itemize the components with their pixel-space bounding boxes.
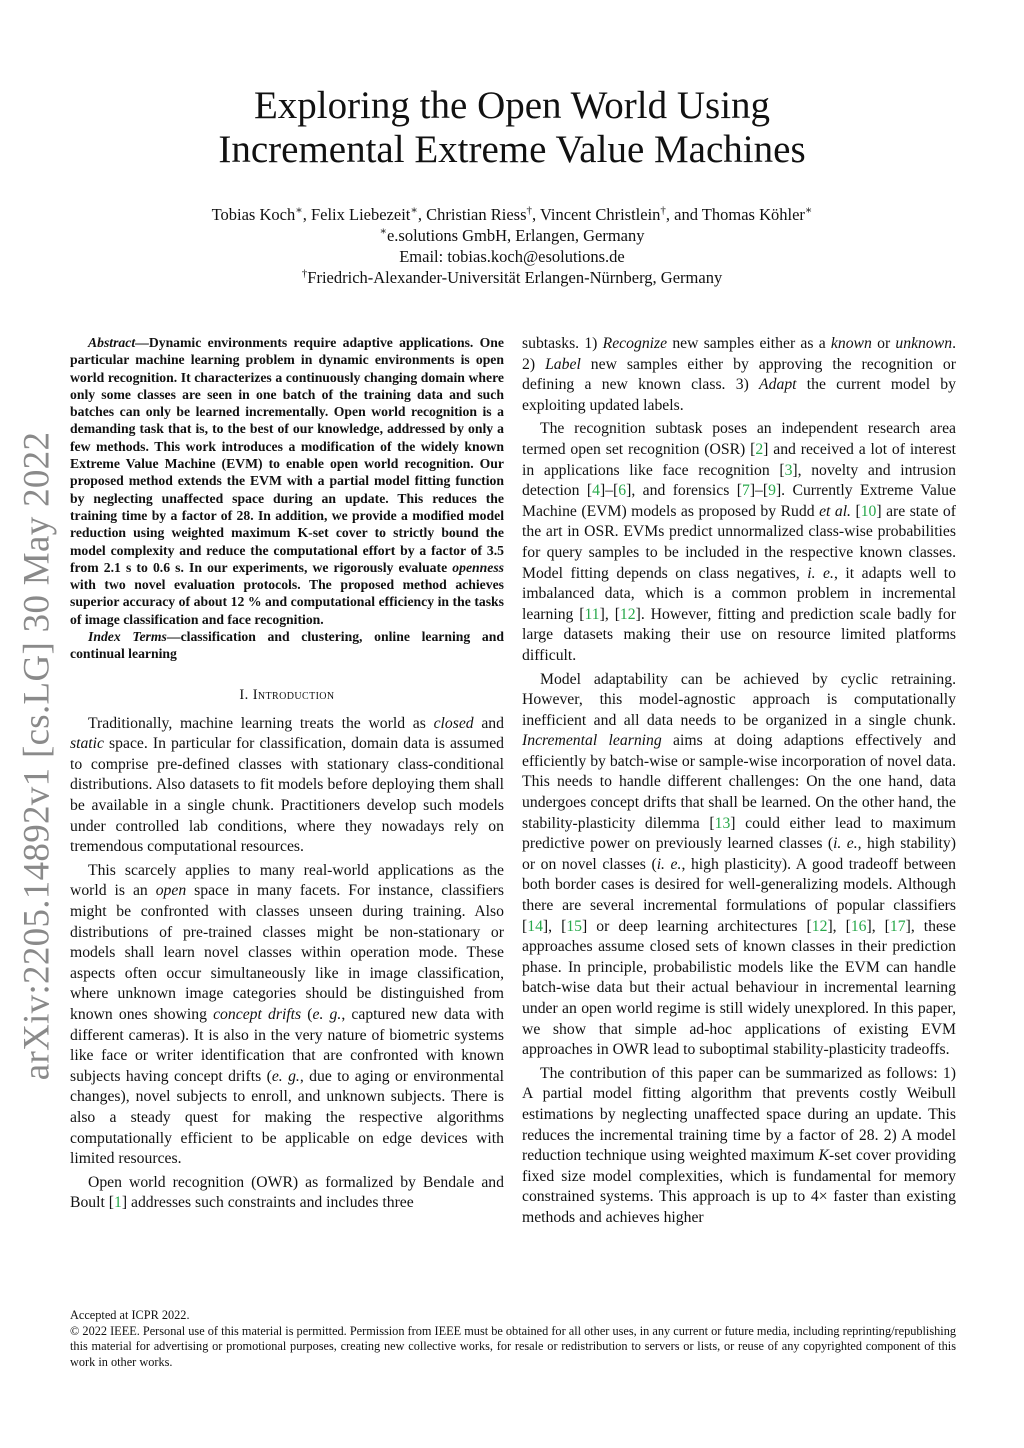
copyright-footer (70, 1308, 956, 1370)
affiliation-mark: ∗ (379, 225, 387, 238)
body-paragraph: Model adaptability can be achieved by cyclic retraining. However, this model-agnostic approach is computationally inefficient and all data needs to be organized in a single chunk. Incremental learning aims at doing adaptions effectively and efficiently by batch-wise or sample-wise incorporation of novel data. This needs to handle different challenges: On the one hand, data undergoes concept drifts that shall be learned. On the other hand, the stability-plasticity dilemma [13] could either lead to maximum predictive power on previously learned classes (i. e., high stability) or on novel classes (i. e., high plasticity). A good tradeoff between both border cases is desired for well-generalizing models. Although there are several incremental formulations of popular classifiers [14], [15] or deep learning architectures [12], [16], [17], these approaches assume closed sets of known classes in their prediction phase. In principle, probabilistic models like the EVM can handle batch-wise data but their actual behaviour in incremental learning under an open world regime is still widely unexplored. In this paper, we show that simple ad-hoc applications of existing EVM approaches in OWR lead to suboptimal stability-plasticity tradeoffs. (522, 670, 956, 1059)
section-heading: I. Introduction (239, 686, 335, 703)
title-line-1: Exploring the Open World Using (253, 84, 771, 127)
index-terms: Index Terms—classification and clustering, online learning and continual learning (70, 629, 504, 662)
author-email: Email: tobias.koch@esolutions.de (399, 247, 625, 266)
left-body-text (70, 714, 504, 1214)
author-name: , and Thomas Köhler (665, 205, 805, 224)
abstract-paragraph: Abstract—Dynamic environments require adaptive applications. One particular machine learning problem in dynamic environments is open world recognition. It characterizes a continuously changing domain where only some classes are seen in one batch of the training data and such batches can only be learned incrementally. Open world recognition is a demanding task that is, to the best of our knowledge, addressed by only a few methods. This work introduces a modification of the widely known Extreme Value Machine (EVM) to enable open world recognition. Our proposed method extends the EVM with a partial model fitting function by neglecting unaffected space during an update. This reduces the training time by a factor of 28. In addition, we provide a modified model reduction using weighted maximum K-set cover to strictly bound the model complexity and reduce the computational effort by a factor of 3.5 from 2.1 s to 0.6 s. In our experiments, we rigorously evaluate openness with two novel evaluation protocols. The proposed method achieves superior accuracy of about 12 % and computational efficiency in the tasks of image classification and face recognition. (70, 335, 504, 627)
author-list (80, 204, 944, 225)
affiliation-mark: ∗ (295, 204, 303, 217)
body-paragraph: subtasks. 1) Recognize new samples either as a known or unknown. 2) Label new samples either by approving the recognition or defining a new known class. 3) Adapt the current model by exploiting updated labels. (522, 335, 957, 414)
abstract (70, 334, 504, 663)
citation-link[interactable]: 7 (741, 482, 750, 500)
body-paragraph: This scarcely applies to many real-world applications as the world is an open space in many facets. For instance, classifiers might be confronted with classes unseen during training. Also distributions of pre-trained classes might be non-stationary or models shall learn novel classes within operation mode. These aspects often occur simultaneously like in image classification, where unknown image categories should be distinguished from known ones showing concept drifts (e. g., captured new data with different cameras). It is also in the very nature of biometric systems like face or writer identification that are confronted with known subjects having concept drifts (e. g., due to aging or environmental changes), novel subjects to enroll, and unknown subjects. There is also a steady quest for making the respective algorithms computationally efficient to be applicable on edge devices with limited resources. (70, 861, 504, 1168)
citation-link[interactable]: 12 (619, 605, 636, 623)
title-line-2: Incremental Extreme Value Machines (218, 128, 806, 171)
author-name: , Vincent Christlein (532, 205, 661, 224)
author-name: , Felix Liebezeit (302, 205, 411, 224)
copyright-notice: © 2022 IEEE. Personal use of this material is permitted. Permission from IEEE must be obtained for all other uses, in any current or future media, including reprinting/republishing this material for advertising or promotional purposes, creating new collective works, for resale or redistribution to servers or lists, or reuse of any copyrighted component of this work in other works. (70, 1323, 956, 1369)
citation-link[interactable]: 17 (889, 917, 906, 935)
citation-link[interactable]: 6 (618, 482, 627, 500)
body-paragraph: Traditionally, machine learning treats the world as closed and static space. In particular for classification, domain data is assumed to comprise pre-defined classes with stationary class-conditional distributions. Also datasets to fit models before deploying them shall be available in a single chunk. Practitioners develop such models under controlled lab conditions, where they nowadays rely on tremendous computational resources. (70, 714, 504, 856)
affiliation-mark: ∗ (410, 204, 418, 217)
right-column (522, 334, 956, 1232)
author-block (80, 204, 944, 288)
citation-link[interactable]: 13 (714, 814, 731, 832)
citation-link[interactable]: 15 (566, 917, 582, 935)
index-terms-label: Index Terms (88, 629, 167, 645)
citation-link[interactable]: 10 (860, 502, 877, 520)
citation-link[interactable]: 3 (784, 461, 793, 479)
paper-title (120, 84, 904, 172)
abstract-label: Abstract (88, 335, 136, 350)
affiliation-2: †Friedrich-Alexander-Universität Erlangen-Nürnberg, Germany (301, 267, 723, 287)
affiliation-mark: † (301, 267, 308, 280)
affiliation-mark: † (526, 204, 532, 217)
author-name: Tobias Koch (211, 205, 296, 224)
citation-link[interactable]: 4 (592, 482, 600, 500)
left-column (70, 334, 504, 1217)
body-paragraph: The contribution of this paper can be summarized as follows: 1) A partial model fitting algorithm that prevents costly Weibull estimations by neglecting unaffected space during an update. This reduces the incremental training time by a factor of 28. 2) A model reduction technique using weighted maximum K-set cover providing fixed size model complexities, which is fundamental for memory constrained systems. This approach is up to 4× faster than existing methods and achieves higher (522, 1064, 956, 1226)
citation-link[interactable]: 16 (850, 917, 867, 935)
citation-link[interactable]: 9 (768, 482, 776, 500)
affiliation-1: ∗e.solutions GmbH, Erlangen, Germany (379, 225, 645, 245)
citation-link[interactable]: 2 (755, 440, 764, 458)
body-paragraph: The recognition subtask poses an independent research area termed open set recognition (OSR) [2] and received a lot of interest in applications like face recognition [3], novelty and intrusion detection [4]–[6], and forensics [7]–[9]. Currently Extreme Value Machine (EVM) models as proposed by Rudd et al. [10] are state of the art in OSR. EVMs predict unnormalized class-wise probabilities for query samples to be included in the respective known classes. Model fitting depends on class negatives, i. e., it adapts well to imbalanced data, which is a common problem in incremental learning [11], [12]. However, fitting and prediction scale badly for large datasets making their use on resource limited platforms difficult. (522, 420, 956, 664)
acceptance-note: Accepted at ICPR 2022. (70, 1308, 190, 1322)
citation-link[interactable]: 11 (584, 605, 600, 623)
arxiv-id: arXiv:2205.14892v1 [cs.LG] 30 May 2022 (16, 431, 58, 1081)
affiliation-mark: ∗ (804, 204, 813, 217)
body-paragraph: Open world recognition (OWR) as formalized by Bendale and Boult [1] addresses such constraints and includes three (70, 1173, 504, 1212)
citation-link[interactable]: 14 (527, 917, 543, 935)
citation-link[interactable]: 1 (114, 1194, 122, 1212)
arxiv-stamp (10, 431, 64, 1081)
affiliation-mark: † (660, 204, 666, 217)
author-name: , Christian Riess (417, 205, 527, 224)
citation-link[interactable]: 12 (811, 917, 828, 935)
